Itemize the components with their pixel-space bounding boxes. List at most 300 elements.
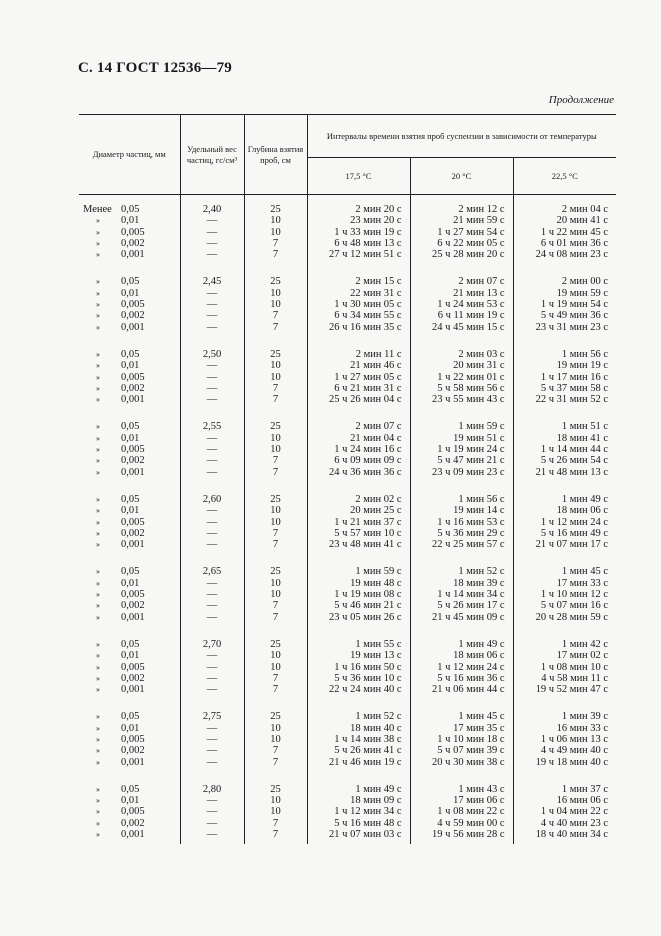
cell-diameter: [79, 238, 180, 249]
cell-weight-dash: —: [180, 578, 244, 589]
cell-weight: 2,55: [180, 405, 244, 432]
cell-time-17-5: 24 ч 36 мин 36 с: [307, 467, 410, 478]
diameter-value: 0,001: [121, 684, 145, 696]
cell-time-22-5: 2 мин 04 с: [561, 204, 609, 215]
diameter-value: 0,001: [121, 394, 145, 406]
cell-diameter: [79, 723, 180, 734]
diameter-value: 0,01: [121, 505, 140, 517]
table-row: [79, 684, 616, 695]
cell-diameter: [79, 249, 180, 260]
diameter-value: 0,002: [121, 745, 145, 757]
cell-weight: 2,80: [180, 768, 244, 795]
cell-time-17-5: 5 ч 36 мин 10 с: [307, 673, 410, 684]
diameter-prefix: Менее: [83, 204, 112, 215]
cell-weight-dash: —: [180, 322, 244, 333]
cell-weight-dash: —: [180, 444, 244, 455]
cell-time-20: 1 ч 22 мин 01 с: [410, 372, 513, 383]
cell-time-17-5: 20 мин 25 с: [307, 505, 410, 516]
cell-time-20: 5 ч 36 мин 29 с: [410, 528, 513, 539]
table-row: [79, 589, 616, 600]
ditto-mark: »: [96, 578, 100, 588]
diameter-value: 0,05: [121, 711, 140, 723]
diameter-value: 0,002: [121, 310, 145, 322]
diameter-value: 0,005: [121, 226, 145, 238]
cell-weight: 2,60: [180, 478, 244, 505]
cell-weight-dash: —: [180, 433, 244, 444]
diameter-value: 0,01: [121, 287, 140, 299]
diameter-value: 0,05: [121, 204, 140, 215]
cell-time-17-5: 5 ч 16 мин 48 с: [307, 818, 410, 829]
cell-time-20: 1 ч 12 мин 24 с: [410, 662, 513, 673]
table-row: [79, 829, 616, 844]
cell-time-17-5: 21 ч 46 мин 19 с: [307, 757, 410, 768]
cell-time-20: 25 ч 28 мин 20 с: [410, 249, 513, 260]
diameter-value: 0,002: [121, 600, 145, 612]
cell-time-17-5: 2 мин 07 с: [307, 405, 410, 432]
cell-time-17-5: 6 ч 21 мин 31 с: [307, 383, 410, 394]
cell-time-17-5: 2 мин 20 с: [307, 195, 410, 216]
cell-time-22-5: 1 ч 06 мин 13 с: [540, 733, 609, 745]
cell-weight-dash: —: [180, 662, 244, 673]
cell-diameter: [79, 806, 180, 817]
cell-time-22-5: 1 мин 37 с: [561, 783, 609, 795]
ditto-mark: »: [96, 796, 100, 806]
table-row: [79, 673, 616, 684]
cell-time-20: 1 мин 49 с: [410, 623, 513, 650]
cell-depth: 25: [244, 695, 307, 722]
cell-weight-dash: —: [180, 215, 244, 226]
cell-diameter: [79, 505, 180, 516]
cell-time-22-5: 5 ч 26 мин 54 с: [540, 455, 609, 467]
ditto-mark: »: [96, 662, 100, 672]
cell-time-20: 23 ч 09 мин 23 с: [410, 467, 513, 478]
cell-time-20: 5 ч 07 мин 39 с: [410, 745, 513, 756]
table-row: [79, 650, 616, 661]
cell-time-17-5: 23 ч 48 мин 41 с: [307, 539, 410, 550]
ditto-mark: »: [96, 277, 100, 287]
ditto-mark: »: [96, 361, 100, 371]
cell-depth: 7: [244, 322, 307, 333]
cell-depth: 10: [244, 650, 307, 661]
table-row: [79, 806, 616, 817]
ditto-mark: »: [96, 288, 100, 298]
header-diameter: Диаметр частиц, мм: [79, 115, 180, 195]
diameter-value: 0,001: [121, 249, 145, 261]
cell-time-22-5: 18 мин 06 с: [556, 505, 609, 517]
cell-weight: 2,65: [180, 550, 244, 577]
cell-depth: 7: [244, 310, 307, 321]
cell-weight-dash: —: [180, 650, 244, 661]
cell-depth: 10: [244, 372, 307, 383]
cell-diameter: [79, 745, 180, 756]
cell-weight: 2,45: [180, 260, 244, 287]
cell-time-17-5: 21 мин 04 с: [307, 433, 410, 444]
cell-time-22-5: 2 мин 00 с: [561, 276, 609, 288]
cell-depth: 25: [244, 195, 307, 216]
cell-depth: 10: [244, 795, 307, 806]
ditto-mark: »: [96, 300, 100, 310]
cell-diameter: [79, 550, 180, 577]
table-row: [79, 394, 616, 405]
cell-weight-dash: —: [180, 360, 244, 371]
cell-weight-dash: —: [180, 249, 244, 260]
table-row: [79, 695, 616, 722]
cell-weight-dash: —: [180, 745, 244, 756]
diameter-value: 0,002: [121, 455, 145, 467]
cell-depth: 25: [244, 333, 307, 360]
ditto-mark: »: [96, 723, 100, 733]
cell-weight-dash: —: [180, 612, 244, 623]
ditto-mark: »: [96, 445, 100, 455]
cell-time-20: 1 мин 59 с: [410, 405, 513, 432]
cell-depth: 10: [244, 288, 307, 299]
cell-time-17-5: 18 мин 09 с: [307, 795, 410, 806]
cell-depth: 25: [244, 623, 307, 650]
cell-time-20: 20 ч 30 мин 38 с: [410, 757, 513, 768]
cell-weight-dash: —: [180, 299, 244, 310]
ditto-mark: »: [96, 651, 100, 661]
cell-time-20: 19 мин 14 с: [410, 505, 513, 516]
cell-diameter: [79, 673, 180, 684]
cell-depth: 7: [244, 673, 307, 684]
cell-diameter: [79, 600, 180, 611]
cell-time-17-5: 23 ч 05 мин 26 с: [307, 612, 410, 623]
cell-time-20: 17 мин 35 с: [410, 723, 513, 734]
table-row: [79, 745, 616, 756]
cell-depth: 10: [244, 299, 307, 310]
cell-time-20: 21 ч 06 мин 44 с: [410, 684, 513, 695]
ditto-mark: »: [96, 818, 100, 828]
cell-time-20: 1 ч 08 мин 22 с: [410, 806, 513, 817]
table-row: [79, 299, 616, 310]
cell-depth: 10: [244, 444, 307, 455]
diameter-value: 0,001: [121, 539, 145, 551]
diameter-value: 0,005: [121, 516, 145, 528]
cell-time-17-5: 1 ч 21 мин 37 с: [307, 517, 410, 528]
cell-depth: 7: [244, 528, 307, 539]
ditto-mark: »: [96, 456, 100, 466]
ditto-mark: »: [96, 639, 100, 649]
cell-time-22-5: 5 ч 16 мин 49 с: [540, 527, 609, 539]
table-row: [79, 383, 616, 394]
cell-time-20: 6 ч 11 мин 19 с: [410, 310, 513, 321]
cell-time-20: 21 мин 59 с: [410, 215, 513, 226]
cell-depth: 25: [244, 478, 307, 505]
diameter-value: 0,005: [121, 299, 145, 311]
diameter-value: 0,01: [121, 722, 140, 734]
cell-time-20: 22 ч 25 мин 57 с: [410, 539, 513, 550]
diameter-value: 0,002: [121, 817, 145, 829]
cell-time-17-5: 22 ч 24 мин 40 с: [307, 684, 410, 695]
ditto-mark: »: [96, 685, 100, 695]
cell-weight: 2,50: [180, 333, 244, 360]
table-row: [79, 539, 616, 550]
cell-diameter: [79, 517, 180, 528]
table-row: [79, 455, 616, 466]
cell-time-20: 5 ч 58 мин 56 с: [410, 383, 513, 394]
diameter-value: 0,001: [121, 611, 145, 623]
cell-depth: 10: [244, 517, 307, 528]
cell-time-20: 19 ч 56 мин 28 с: [410, 829, 513, 844]
page-header: С. 14 ГОСТ 12536—79: [78, 60, 232, 76]
table-row: [79, 249, 616, 260]
cell-depth: 7: [244, 394, 307, 405]
cell-time-20: 1 ч 10 мин 18 с: [410, 734, 513, 745]
cell-diameter: [79, 612, 180, 623]
cell-weight-dash: —: [180, 600, 244, 611]
cell-time-22-5: 17 мин 02 с: [556, 650, 609, 662]
cell-time-22-5: 18 ч 40 мин 34 с: [535, 829, 609, 841]
table-row: [79, 195, 616, 216]
cell-depth: 7: [244, 539, 307, 550]
cell-weight-dash: —: [180, 829, 244, 844]
cell-weight-dash: —: [180, 806, 244, 817]
table-row: [79, 288, 616, 299]
cell-depth: 10: [244, 433, 307, 444]
cell-time-22-5: 16 мин 33 с: [556, 722, 609, 734]
ditto-mark: »: [96, 349, 100, 359]
header-intervals: Интервалы времени взятия проб суспензии в зависимости от температуры: [307, 115, 616, 158]
cell-time-22-5: 1 ч 04 мин 22 с: [540, 806, 609, 818]
table-header: [79, 115, 616, 195]
cell-weight-dash: —: [180, 288, 244, 299]
cell-diameter: [79, 734, 180, 745]
cell-depth: 7: [244, 818, 307, 829]
cell-depth: 7: [244, 745, 307, 756]
ditto-mark: »: [96, 250, 100, 260]
diameter-value: 0,05: [121, 638, 140, 650]
ditto-mark: »: [96, 540, 100, 550]
cell-time-20: 1 ч 24 мин 53 с: [410, 299, 513, 310]
cell-time-17-5: 6 ч 09 мин 09 с: [307, 455, 410, 466]
cell-diameter: [79, 322, 180, 333]
table-row: [79, 505, 616, 516]
header-weight: [180, 115, 244, 195]
cell-weight: 2,70: [180, 623, 244, 650]
cell-time-20: 1 ч 19 мин 24 с: [410, 444, 513, 455]
cell-time-20: 1 мин 56 с: [410, 478, 513, 505]
cell-depth: 7: [244, 383, 307, 394]
cell-time-22-5: 19 мин 59 с: [556, 287, 609, 299]
cell-time-20: 6 ч 22 мин 05 с: [410, 238, 513, 249]
cell-time-17-5: 1 мин 49 с: [307, 768, 410, 795]
cell-time-22-5: 1 мин 42 с: [561, 638, 609, 650]
cell-weight-dash: —: [180, 310, 244, 321]
diameter-value: 0,05: [121, 566, 140, 578]
cell-time-17-5: 1 мин 52 с: [307, 695, 410, 722]
cell-time-20: 4 ч 59 мин 00 с: [410, 818, 513, 829]
cell-diameter: [79, 433, 180, 444]
ditto-mark: »: [96, 216, 100, 226]
cell-depth: 7: [244, 467, 307, 478]
continuation-label: Продолжение: [548, 94, 614, 106]
cell-time-17-5: 18 мин 40 с: [307, 723, 410, 734]
diameter-value: 0,01: [121, 795, 140, 807]
cell-weight-dash: —: [180, 589, 244, 600]
cell-depth: 7: [244, 238, 307, 249]
diameter-value: 0,05: [121, 493, 140, 505]
cell-weight-dash: —: [180, 394, 244, 405]
cell-time-22-5: 1 ч 19 мин 54 с: [540, 299, 609, 311]
cell-weight-dash: —: [180, 684, 244, 695]
cell-time-17-5: 1 ч 12 мин 34 с: [307, 806, 410, 817]
ditto-mark: »: [96, 612, 100, 622]
cell-depth: 10: [244, 662, 307, 673]
cell-diameter: [79, 227, 180, 238]
cell-time-22-5: 1 мин 49 с: [561, 493, 609, 505]
ditto-mark: »: [96, 528, 100, 538]
ditto-mark: »: [96, 372, 100, 382]
cell-weight-dash: —: [180, 372, 244, 383]
cell-diameter: [79, 662, 180, 673]
cell-time-17-5: 5 ч 26 мин 41 с: [307, 745, 410, 756]
cell-depth: 7: [244, 455, 307, 466]
cell-time-17-5: 19 мин 13 с: [307, 650, 410, 661]
cell-depth: 7: [244, 612, 307, 623]
ditto-mark: »: [96, 467, 100, 477]
table-row: [79, 528, 616, 539]
cell-time-17-5: 6 ч 34 мин 55 с: [307, 310, 410, 321]
cell-weight-dash: —: [180, 467, 244, 478]
cell-time-20: 18 мин 06 с: [410, 650, 513, 661]
ditto-mark: »: [96, 807, 100, 817]
cell-weight-dash: —: [180, 757, 244, 768]
table-row: [79, 215, 616, 226]
diameter-value: 0,005: [121, 444, 145, 456]
cell-weight-dash: —: [180, 723, 244, 734]
cell-depth: 10: [244, 227, 307, 238]
ditto-mark: »: [96, 506, 100, 516]
cell-diameter: [79, 695, 180, 722]
cell-depth: 10: [244, 360, 307, 371]
cell-time-17-5: 1 ч 30 мин 05 с: [307, 299, 410, 310]
cell-diameter: [79, 467, 180, 478]
cell-diameter: [79, 288, 180, 299]
cell-depth: 25: [244, 260, 307, 287]
table-row: [79, 310, 616, 321]
cell-time-17-5: 21 ч 07 мин 03 с: [307, 829, 410, 844]
cell-time-22-5: 5 ч 37 мин 58 с: [540, 382, 609, 394]
table-row: [79, 444, 616, 455]
ditto-mark: »: [96, 227, 100, 237]
cell-depth: 10: [244, 723, 307, 734]
cell-diameter: [79, 589, 180, 600]
cell-time-17-5: 22 мин 31 с: [307, 288, 410, 299]
sedimentation-table-wrapper: [79, 114, 616, 844]
table-row: [79, 662, 616, 673]
cell-diameter: [79, 829, 180, 844]
cell-time-22-5: 1 мин 39 с: [561, 711, 609, 723]
cell-time-22-5: 1 мин 45 с: [561, 566, 609, 578]
cell-time-17-5: 1 ч 16 мин 50 с: [307, 662, 410, 673]
table-row: [79, 600, 616, 611]
table-row: [79, 478, 616, 505]
cell-time-22-5: 16 мин 06 с: [556, 795, 609, 807]
cell-diameter: [79, 372, 180, 383]
cell-diameter: [79, 455, 180, 466]
cell-diameter: [79, 757, 180, 768]
cell-weight-dash: —: [180, 517, 244, 528]
header-temp-17-5: 17,5 °С: [307, 158, 410, 195]
table-row: [79, 433, 616, 444]
diameter-value: 0,002: [121, 382, 145, 394]
cell-diameter: [79, 383, 180, 394]
table-row: [79, 517, 616, 528]
cell-time-22-5: 21 ч 07 мин 17 с: [535, 539, 609, 551]
cell-time-17-5: 1 ч 27 мин 05 с: [307, 372, 410, 383]
ditto-mark: »: [96, 311, 100, 321]
cell-weight-dash: —: [180, 539, 244, 550]
cell-time-22-5: 4 ч 49 мин 40 с: [540, 745, 609, 757]
diameter-value: 0,001: [121, 466, 145, 478]
cell-time-20: 19 мин 51 с: [410, 433, 513, 444]
diameter-value: 0,002: [121, 237, 145, 249]
cell-weight-dash: —: [180, 528, 244, 539]
cell-weight-dash: —: [180, 818, 244, 829]
ditto-mark: »: [96, 784, 100, 794]
table-row: [79, 612, 616, 623]
cell-time-20: 17 мин 06 с: [410, 795, 513, 806]
cell-time-17-5: 5 ч 46 мин 21 с: [307, 600, 410, 611]
cell-time-22-5: 19 мин 19 с: [556, 360, 609, 372]
cell-weight-dash: —: [180, 505, 244, 516]
cell-depth: 7: [244, 757, 307, 768]
cell-time-22-5: 1 мин 51 с: [561, 421, 609, 433]
cell-time-20: 1 мин 52 с: [410, 550, 513, 577]
cell-time-20: 23 ч 55 мин 43 с: [410, 394, 513, 405]
diameter-value: 0,05: [121, 421, 140, 433]
diameter-value: 0,01: [121, 215, 140, 227]
ditto-mark: »: [96, 422, 100, 432]
cell-time-22-5: 4 ч 58 мин 11 с: [541, 672, 609, 684]
cell-weight-dash: —: [180, 383, 244, 394]
ditto-mark: »: [96, 590, 100, 600]
cell-diameter: [79, 478, 180, 505]
header-temp-22-5: 22,5 °С: [513, 158, 616, 195]
cell-time-20: 5 ч 26 мин 17 с: [410, 600, 513, 611]
cell-time-17-5: 6 ч 48 мин 13 с: [307, 238, 410, 249]
table-row: [79, 260, 616, 287]
cell-time-22-5: 5 ч 07 мин 16 с: [540, 600, 609, 612]
cell-time-22-5: 20 мин 41 с: [556, 215, 609, 227]
ditto-mark: »: [96, 322, 100, 332]
sedimentation-table: [79, 114, 616, 844]
cell-time-22-5: 1 ч 08 мин 10 с: [540, 661, 609, 673]
cell-diameter: [79, 578, 180, 589]
table-row: [79, 818, 616, 829]
ditto-mark: »: [96, 494, 100, 504]
ditto-mark: »: [96, 395, 100, 405]
diameter-value: 0,005: [121, 371, 145, 383]
table-row: [79, 578, 616, 589]
diameter-value: 0,005: [121, 806, 145, 818]
cell-depth: 10: [244, 215, 307, 226]
cell-depth: 7: [244, 829, 307, 844]
cell-time-20: 1 мин 45 с: [410, 695, 513, 722]
cell-weight-dash: —: [180, 673, 244, 684]
cell-depth: 7: [244, 600, 307, 611]
cell-diameter: [79, 768, 180, 795]
cell-time-20: 1 ч 16 мин 53 с: [410, 517, 513, 528]
cell-time-17-5: 2 мин 02 с: [307, 478, 410, 505]
cell-diameter: [79, 650, 180, 661]
cell-weight-dash: —: [180, 795, 244, 806]
table-row: [79, 227, 616, 238]
cell-time-17-5: 2 мин 15 с: [307, 260, 410, 287]
diameter-value: 0,002: [121, 527, 145, 539]
diameter-value: 0,01: [121, 360, 140, 372]
cell-time-17-5: 26 ч 16 мин 35 с: [307, 322, 410, 333]
